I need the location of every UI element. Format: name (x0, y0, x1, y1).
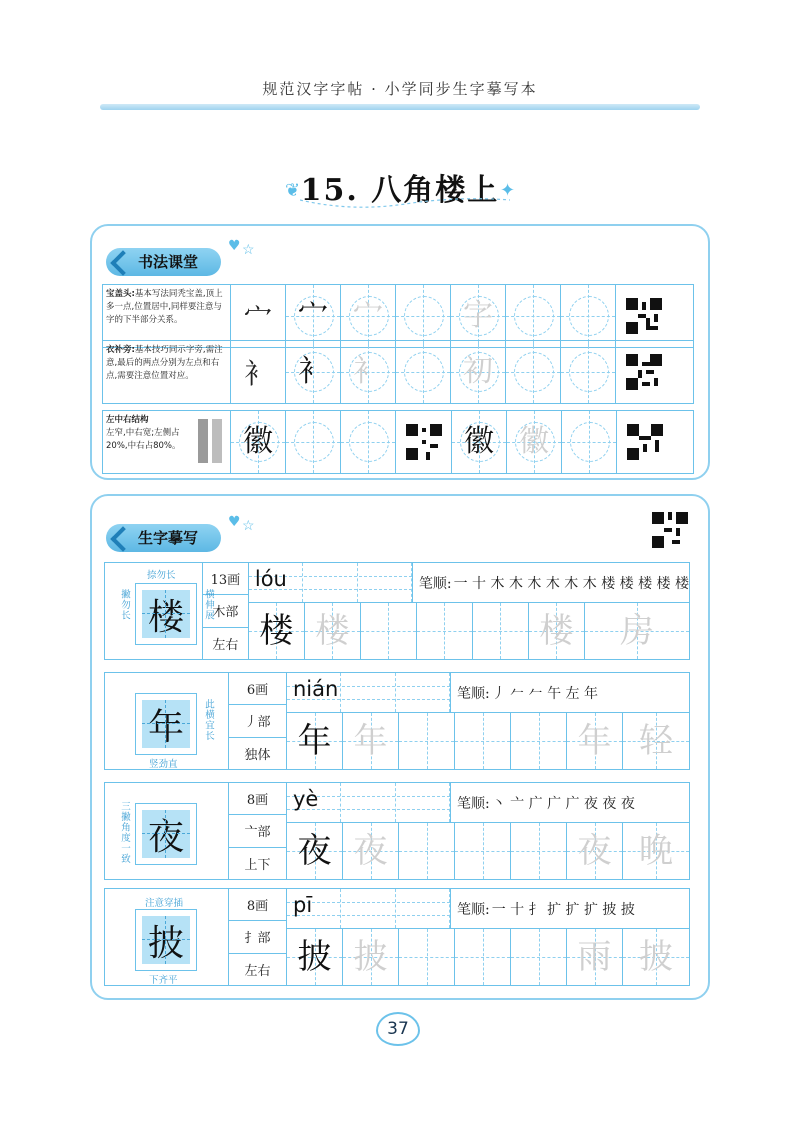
practice-cell: 衤 (286, 341, 341, 403)
calligraphy-tab: 书法课堂 (106, 248, 221, 276)
calligraphy-row (102, 410, 694, 474)
radical: 亠部 (229, 815, 286, 847)
practice-cell: 年 (287, 713, 343, 769)
practice-cell: 披 (343, 929, 399, 985)
radical: 丿部 (229, 705, 286, 737)
word-cell: 披 (623, 929, 689, 985)
practice-cell: 字 (451, 285, 506, 347)
structure-mid-bar (198, 419, 208, 463)
writing-tip: 捺勿长 (147, 570, 176, 581)
heart-icon: ♥ (228, 514, 241, 530)
practice-cell (286, 411, 341, 473)
radical-glyph: 衤 (231, 341, 286, 403)
practice-cell (511, 713, 567, 769)
radical-description: 宝盖头:基本写法同秃宝盖,顶上多一点,位置居中,同样要注意与字的下半部分关系。 (103, 285, 231, 347)
practice-cell (455, 713, 511, 769)
character-practice-block (104, 562, 690, 660)
lesson-title: 15. 八角楼上 (300, 173, 500, 208)
practice-cell: 披 (287, 929, 343, 985)
practice-cell (473, 603, 529, 659)
stroke-count: 8画 (229, 783, 286, 815)
practice-cell: 夜 (287, 823, 343, 879)
word-cell: 房 (585, 603, 689, 659)
stroke-order: 笔顺: 丶 亠 广 广 广 夜 夜 夜 (457, 795, 635, 812)
star-outline-icon: ☆ (242, 518, 255, 534)
stroke-count: 8画 (229, 889, 286, 921)
practice-cell: 初 (451, 341, 506, 403)
stroke-order: 笔顺: 丿 𠂉 𠂉 午 左 年 (457, 685, 598, 702)
radical: 扌部 (229, 921, 286, 953)
writing-tip: 注意穿插 (145, 898, 184, 909)
word-cell: 雨 (567, 929, 623, 985)
character-practice-block (104, 782, 690, 880)
pinyin: nián (293, 677, 339, 701)
practice-cell: 徽 (452, 411, 507, 473)
word-cell: 夜 (567, 823, 623, 879)
structure: 左右 (244, 963, 271, 979)
heart-icon: ♥ (228, 238, 241, 254)
practice-cell: 宀 (286, 285, 341, 347)
pinyin-grid (287, 783, 451, 822)
character-model (105, 673, 229, 769)
writing-tip: 此横宜长 (203, 699, 214, 741)
practice-cell (562, 411, 617, 473)
practice-cell (511, 823, 567, 879)
radical: 木部 (203, 595, 248, 627)
practice-cell: 夜 (343, 823, 399, 879)
practice-cell (455, 823, 511, 879)
writing-tip: 竖劲直 (149, 759, 178, 770)
character-practice-block (104, 888, 690, 986)
practice-cell (506, 285, 561, 347)
word-cell: 轻 (623, 713, 689, 769)
character-model (105, 889, 229, 985)
structure: 独体 (244, 747, 271, 763)
character-practice-block (104, 672, 690, 770)
practice-cell: 宀 (341, 285, 396, 347)
model-character: 披 (142, 916, 190, 964)
practice-cell: 楼 (249, 603, 305, 659)
practice-cell (506, 341, 561, 403)
practice-cell (396, 341, 451, 403)
character-info (229, 889, 287, 985)
structure-left-bar (212, 419, 222, 463)
practice-cell (561, 341, 616, 403)
model-character: 年 (142, 700, 190, 748)
practice-cell: 年 (343, 713, 399, 769)
running-header: 规范汉字字帖 · 小学同步生字摹写本 (262, 80, 538, 98)
pinyin: pī (293, 893, 313, 917)
pinyin: yè (293, 787, 319, 811)
stroke-count: 13画 (203, 563, 248, 595)
practice-cell (511, 929, 567, 985)
butterfly-icon: ❦ (285, 180, 301, 201)
stroke-order: 笔顺: 一 十 扌 扩 扩 扩 披 披 (457, 901, 635, 918)
pinyin-grid (287, 673, 451, 712)
writing-tip: 三撇角度一致 (119, 801, 130, 864)
character-model (105, 563, 214, 659)
calligraphy-row (102, 340, 694, 404)
practice-cell: 徽 (507, 411, 562, 473)
wave-decoration (300, 196, 510, 210)
qr-code-icon[interactable] (396, 411, 452, 473)
qr-code-icon[interactable] (616, 285, 672, 347)
writing-tip: 撇勿长 (119, 589, 130, 621)
practice-cell (361, 603, 417, 659)
stroke-order: 笔顺: 一 十 木 木 木 木 木 木 楼 楼 楼 楼 楼 (418, 575, 689, 592)
writing-tip: 下齐平 (149, 975, 178, 986)
practice-cell (561, 285, 616, 347)
practice-cell: 衤 (341, 341, 396, 403)
page-number: 37 (376, 1012, 420, 1046)
structure: 上下 (244, 857, 271, 873)
word-cell: 楼 (529, 603, 585, 659)
model-character: 楼 (142, 590, 190, 638)
qr-code-icon[interactable] (616, 341, 672, 403)
word-cell: 晚 (623, 823, 689, 879)
stroke-count: 6画 (229, 673, 286, 705)
star-outline-icon: ☆ (242, 242, 255, 258)
pinyin: lóu (254, 567, 287, 591)
practice-cell (399, 823, 455, 879)
qr-code-icon[interactable] (617, 411, 673, 473)
header-rule (100, 104, 700, 110)
word-cell: 年 (567, 713, 623, 769)
structure-description: 左中右结构 左窄,中右宽;左侧占20%,中右占80%。 (103, 411, 231, 473)
pinyin-grid (249, 563, 413, 602)
structure: 左右 (212, 637, 239, 653)
practice-cell (341, 411, 396, 473)
practice-tab: 生字摹写 (106, 524, 221, 552)
character-info (229, 673, 287, 769)
writing-tip: 横伸展 (203, 589, 214, 621)
practice-cell: 徽 (231, 411, 286, 473)
calligraphy-row (102, 284, 694, 348)
pinyin-grid (287, 889, 451, 928)
practice-cell (399, 713, 455, 769)
qr-code-icon[interactable] (652, 512, 688, 552)
radical-description: 衣补旁:基本技巧同示字旁,需注意,最后的两点分别为左点和右点,需要注意位置对应。 (103, 341, 231, 403)
character-info (229, 783, 287, 879)
practice-cell (399, 929, 455, 985)
star-icon: ✦ (500, 180, 516, 201)
character-model (105, 783, 229, 879)
practice-cell (417, 603, 473, 659)
model-character: 夜 (142, 810, 190, 858)
practice-cell (455, 929, 511, 985)
practice-cell (396, 285, 451, 347)
practice-cell: 楼 (305, 603, 361, 659)
radical-glyph: 宀 (231, 285, 286, 347)
